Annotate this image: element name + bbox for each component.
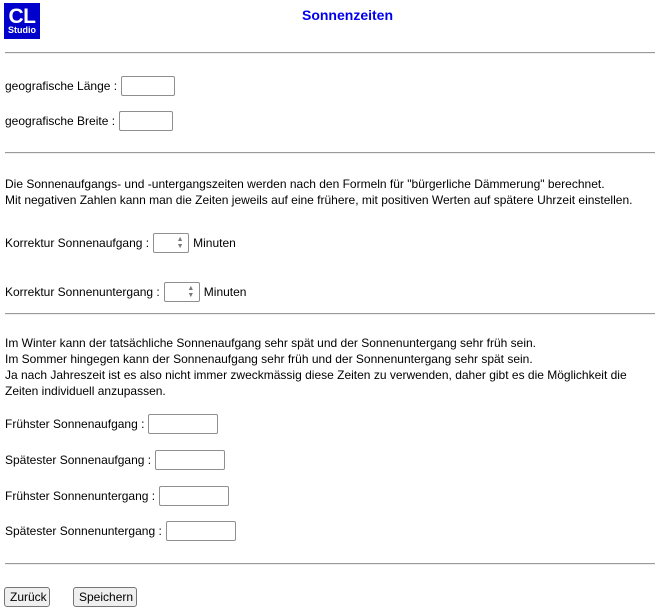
sunrise-correction-stepper[interactable] xyxy=(153,233,189,253)
back-button[interactable]: Zurück xyxy=(4,587,50,607)
latest-sunrise-label: Spätester Sonnenaufgang : xyxy=(5,453,152,467)
sunset-correction-stepper[interactable] xyxy=(164,282,200,302)
sunrise-correction-label: Korrektur Sonnenaufgang : xyxy=(5,236,150,250)
longitude-input[interactable] xyxy=(121,76,175,96)
logo-text-sub: Studio xyxy=(8,25,36,35)
latest-sunrise-row xyxy=(5,449,225,471)
chevron-up-icon[interactable]: ▲ xyxy=(187,285,195,292)
latest-sunset-row xyxy=(5,520,236,542)
chevron-up-icon[interactable]: ▲ xyxy=(176,236,184,243)
limits-intro-line-2: Im Sommer hingegen kann der Sonnenaufgang sehr früh und der Sonnenuntergang sehr spät sein. xyxy=(5,352,533,366)
correction-intro-line-2: Mit negativen Zahlen kann man die Zeiten jeweils auf eine frühere, mit positiven Werten auf spätere Uhrzeit einstellen. xyxy=(5,193,633,207)
latitude-row xyxy=(5,110,173,132)
earliest-sunrise-row xyxy=(5,413,218,435)
latest-sunrise-input[interactable] xyxy=(155,450,225,470)
earliest-sunrise-label: Frühster Sonnenaufgang : xyxy=(5,417,145,431)
limits-intro-line-3: Ja nach Jahreszeit ist es also nicht immer zweckmässig diese Zeiten zu verwenden, daher gibt es die Möglichkeit die xyxy=(5,368,627,382)
divider-4 xyxy=(5,563,655,565)
divider-1 xyxy=(5,52,655,54)
save-button[interactable]: Speichern xyxy=(73,587,137,607)
latitude-input[interactable] xyxy=(119,111,173,131)
latest-sunset-input[interactable] xyxy=(166,521,236,541)
spinner-arrows-icon[interactable] xyxy=(174,236,186,251)
sunset-correction-unit: Minuten xyxy=(203,285,247,299)
longitude-row xyxy=(5,75,175,97)
logo-text-main: CL xyxy=(8,5,36,28)
latitude-label: geografische Breite : xyxy=(5,114,116,128)
earliest-sunset-label: Frühster Sonnenuntergang : xyxy=(5,489,156,503)
sunrise-correction-row xyxy=(5,232,236,254)
limits-intro-line-4: Zeiten individuell anzupassen. xyxy=(5,384,166,398)
page-title: Sonnenzeiten xyxy=(301,7,393,23)
earliest-sunset-input[interactable] xyxy=(159,486,229,506)
sunset-correction-row xyxy=(5,281,246,303)
longitude-label: geografische Länge : xyxy=(5,79,118,93)
chevron-down-icon[interactable]: ▼ xyxy=(176,243,184,250)
earliest-sunrise-input[interactable] xyxy=(148,414,218,434)
spinner-arrows-icon[interactable] xyxy=(185,285,197,300)
latest-sunset-label: Spätester Sonnenuntergang : xyxy=(5,524,162,538)
earliest-sunset-row xyxy=(5,485,229,507)
chevron-down-icon[interactable]: ▼ xyxy=(187,292,195,299)
sunrise-correction-unit: Minuten xyxy=(193,236,236,250)
sunset-correction-label: Korrektur Sonnenuntergang : xyxy=(5,285,160,299)
correction-intro-line-1: Die Sonnenaufgangs- und -untergangszeiten werden nach den Formeln für "bürgerliche Dämmerung" berechnet. xyxy=(5,177,605,191)
correction-description xyxy=(5,176,655,208)
divider-3 xyxy=(5,313,655,315)
divider-2 xyxy=(5,152,655,154)
limits-intro-line-1: Im Winter kann der tatsächliche Sonnenaufgang sehr spät und der Sonnenuntergang sehr früh sein. xyxy=(5,336,537,350)
limits-description xyxy=(5,335,655,399)
